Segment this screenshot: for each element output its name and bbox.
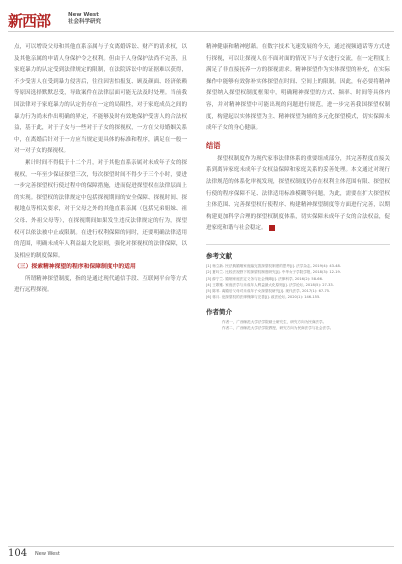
footer-rule <box>8 546 394 547</box>
journal-category: 社会科学研究 <box>68 19 102 25</box>
reference-item: [3] 薛宁兰. 婚姻家庭法定义务与社会保障[J]. 法律科学, 2016(2): 58-66. <box>206 276 323 281</box>
page-number: 104 <box>8 548 28 559</box>
reference-item: [4] 王歌雅. 家庭法学与未成年人利益最大化原则[J]. 法学论坛, 2018(5): 27-33. <box>206 282 334 287</box>
journal-logo: 新西部 <box>8 12 51 30</box>
reference-item: [6] 蒋月. 论探望权的法律保障与完善[J]. 政法论坛, 2020(1): 146-155. <box>206 295 321 300</box>
conclusion-text: 探望权制度作为现代家事法律体系的重要组成部分，其完善程度直接关系到离异家庭未成年子女权益保障和家庭关系的妥善处理。本文通过对现行法律规范的体系化审视发现，探望权制度仍存在权利主体范围有限、探望权行使的程序保障不足、法律适用标准模糊等问题，为此，需要在扩大探望权主体范围、完善探望权行使程序、构建精神探望制度等方面进行完善，以期构建更加科学合理的探望权制度体系，切实保障未成年子女的合法权益，促进家庭和谐与社会稳定。 <box>206 155 390 232</box>
body-paragraph: 累计时间不得低于十二个月，对于其他直系亲属对未成年子女的探视权，一年至少保证探望三次，每次探望时间不得少于三个小时，要进一步完善探望权行使过程中的保障措施，进而促进探望权在法律层面上的实现。探望权的法律规定中包括探视期间的安全保障、探视时间、探视地点等相关要求，对于父母之外的其他直系亲属（包括兄弟姐妹、祖父母、外祖父母等），在探视期间如果发生违反法律规定的行为，探望权可以依法被中止或限制。在进行权利保障的同时，还要明确法律适用的范围，明确未成年人利益最大化原则，强化对探视权的法律保障，以及相应的制度保障。 <box>14 159 187 259</box>
author-item: 作者一，广西师范大学法学院硕士研究生，研究方向为民商法学。 <box>222 319 327 324</box>
page-footer <box>8 546 394 560</box>
journal-subtitle <box>68 12 101 26</box>
section-title: 结语 <box>206 140 221 150</box>
right-column <box>206 42 390 331</box>
reference-item: [5] 陈苇. 离婚后父母对未成年子女探望权研究[J]. 现代法学, 2017(1): 67-75. <box>206 289 331 294</box>
header-rule <box>8 31 394 32</box>
conclusion-paragraph <box>206 154 390 235</box>
reference-item: [1] 杨立新. 民法典婚姻家庭编完善探望权制度的思考[J]. 法学杂志, 2019(4): 43-48. <box>206 263 341 268</box>
body-paragraph: 点，可以增设父母和其他直系亲属与子女离婚诉讼、财产的请求权，以及其他亲属的申请人身保护令之权利。但由于人身保护法尚不完善，且家庭暴力的认定受到法律规定的限制，在法院诉讼中的证据难以获得，不少受害人在受到暴力侵害后，往往因害怕报复、顾及颜面、经济依赖等原因选择默默忍受，导致案件在法律层面可能无法及时处理。当前我国法律对于家庭暴力的认定仍存在一定的局限性，对于家庭成员之间的暴力行为尚未作出明确的界定，不能够及时有效地保护受害人的合法权益，基于此，对于子女与一些对于子女的探视权，一方在父母婚姻关系中，在离婚后针对于一方应当规定更具体的标准和程序，满足在一般一对一对子女的探视权。 <box>14 44 187 155</box>
footer-brand: New West <box>35 551 60 557</box>
end-mark-icon <box>269 225 275 231</box>
journal-en-name: New West <box>68 12 99 18</box>
page-header <box>8 8 394 30</box>
body-paragraph: 精神健康和精神慰藉。在数字技术飞速发展的今天，通过视频通话等方式进行探视，可以让探视人在不面对面的情况下与子女进行交流，在一定程度上满足了非直接抚养一方的探视需求。精神探望作为实体探望的补充，在实际操作中能够有效弥补实体探望在时间、空间上的限制。因此，有必要将精神探望纳入探望权制度框架中，明确精神探望的方式、频率、时间等具体内容，并对精神探望中可能出现的问题进行规范，进一步完善我国探望权制度，构建起以实体探望为主、精神探望为辅的多元化探望模式，切实保障未成年子女的身心健康。 <box>206 44 390 132</box>
references-title: 参考文献 <box>206 251 232 260</box>
body-paragraph: 所谓精神探望制度，指的是通过现代通信手段、互联网平台等方式进行远程探视。 <box>14 275 187 294</box>
section-subheading: （三）探索精神探望的程序和保障制度中的适用 <box>14 264 136 271</box>
left-column <box>14 42 187 297</box>
reference-item: [2] 夏吟兰. 比较法视野下的探望权制度研究[J]. 中华女子学院学报, 2018(3): 12-19. <box>206 270 341 275</box>
author-item: 作者二，广西师范大学法学院教授，研究方向为民商法学与社会法学。 <box>222 325 334 330</box>
authors-title: 作者简介 <box>206 307 232 316</box>
section-divider <box>206 244 390 245</box>
